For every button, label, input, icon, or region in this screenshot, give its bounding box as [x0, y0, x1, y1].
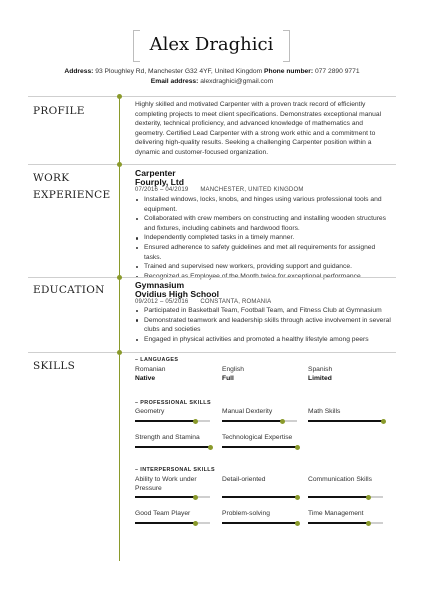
- bullet-item: Ensured adherence to safety guidelines and met all requirements for assigned tasks.: [135, 243, 391, 262]
- skill-level-knob: [366, 521, 371, 526]
- address-label: Address:: [64, 68, 94, 75]
- education-heading: EDUCATION: [33, 284, 105, 296]
- skill-level-bar: [135, 446, 210, 448]
- skill-level-knob: [366, 495, 371, 500]
- skill-level-bar: [222, 496, 297, 498]
- skill-level-knob: [193, 495, 198, 500]
- languages-heading: – LANGUAGES: [135, 357, 179, 363]
- name-frame: [133, 30, 290, 60]
- skill-name: Problem-solving: [222, 510, 270, 517]
- language-level: Native: [135, 375, 156, 382]
- skills-heading: SKILLS: [33, 360, 76, 372]
- skill-level-fill: [308, 496, 368, 498]
- skill-level-fill: [308, 420, 383, 422]
- candidate-name: Alex Draghici: [149, 34, 274, 55]
- skill-level-fill: [135, 522, 195, 524]
- work-heading-line-1: WORK: [33, 172, 70, 184]
- education-dates: 09/2012 – 05/2016: [135, 299, 189, 305]
- skill-level-bar: [222, 522, 297, 524]
- skill-item: [222, 434, 297, 443]
- skill-level-knob: [208, 445, 213, 450]
- bullet-item: Independently completed tasks in a timely manner.: [135, 233, 391, 243]
- skill-level-bar: [135, 420, 210, 422]
- email-label: Email address:: [150, 78, 199, 85]
- contact-line-1: [0, 68, 424, 75]
- skill-name: Strength and Stamina: [135, 434, 200, 441]
- skill-item: [222, 408, 297, 417]
- job-duties-list: [135, 195, 391, 281]
- skill-name: Communication Skills: [308, 476, 372, 483]
- skill-level-fill: [222, 420, 282, 422]
- education-location: CONSTANTA, ROMANIA: [200, 299, 272, 305]
- skill-level-bar: [135, 522, 210, 524]
- skill-name: Good Team Player: [135, 510, 191, 517]
- skill-level-fill: [135, 496, 195, 498]
- skill-level-knob: [193, 419, 198, 424]
- job-dates: 07/2016 – 04/2019: [135, 187, 189, 193]
- section-divider: [28, 164, 396, 165]
- job-title: Carpenter: [135, 168, 176, 178]
- job-meta: [135, 186, 304, 194]
- language-level: Full: [222, 375, 234, 382]
- skill-level-fill: [222, 446, 297, 448]
- skill-level-fill: [222, 496, 297, 498]
- skill-item: [308, 408, 383, 417]
- skill-level-fill: [135, 446, 210, 448]
- timeline-dot: [117, 94, 122, 99]
- education-meta: [135, 298, 271, 306]
- address-value: 93 Ploughley Rd, Manchester G32 4YF, United Kingdom: [95, 68, 263, 75]
- timeline-dot: [117, 162, 122, 167]
- skill-level-knob: [295, 521, 300, 526]
- skill-name: Geometry: [135, 408, 165, 415]
- skill-level-knob: [193, 521, 198, 526]
- skill-level-bar: [308, 496, 383, 498]
- skill-name: Manual Dexterity: [222, 408, 273, 415]
- skill-level-bar: [222, 420, 297, 422]
- skill-level-bar: [308, 522, 383, 524]
- section-divider: [28, 277, 396, 278]
- bullet-item: Trained and supervised new workers, providing support and guidance.: [135, 262, 391, 272]
- job-location: MANCHESTER, UNITED KINGDOM: [200, 187, 304, 193]
- skill-level-bar: [308, 420, 383, 422]
- timeline-dot: [117, 350, 122, 355]
- skill-level-knob: [381, 419, 386, 424]
- skill-name: Detail-oriented: [222, 476, 266, 483]
- skill-item: [222, 510, 297, 519]
- work-heading: [33, 170, 110, 204]
- profile-heading: PROFILE: [33, 105, 85, 117]
- skill-name: Math Skills: [308, 408, 341, 415]
- language-name: Romanian: [135, 366, 166, 373]
- section-divider: [28, 352, 396, 353]
- profile-text: Highly skilled and motivated Carpenter with a proven track record of efficiently completing projects to meet client specifications. Demonstrates exceptional manual dexterity, technical proficiency, and advanced knowledge of mathematics and geometry. Certified Lead Carpenter with a strong work ethic and a commitment to delivering high-quality results. Seeking a challenging Carpenter position within a dynamic and customer-focused organization.: [135, 101, 382, 156]
- timeline-dot: [117, 275, 122, 280]
- skill-level-bar: [222, 446, 297, 448]
- skill-item: [308, 476, 383, 485]
- skill-level-fill: [308, 522, 368, 524]
- bullet-item: Demonstrated teamwork and leadership skills through active involvement in several clubs and societies: [135, 316, 391, 335]
- phone-label: Phone number:: [264, 68, 314, 75]
- language-level: Limited: [308, 375, 332, 382]
- education-activities-list: [135, 306, 391, 344]
- bullet-item: Engaged in physical activities and promoted a healthy lifestyle among peers: [135, 335, 391, 345]
- skill-level-fill: [222, 522, 297, 524]
- skill-level-bar: [135, 496, 210, 498]
- skill-name: Ability to Work under Pressure: [135, 476, 197, 492]
- email-value[interactable]: alexdraghici@gmail.com: [200, 78, 274, 85]
- skill-item: [135, 434, 210, 443]
- skill-item: [308, 510, 383, 519]
- company-name: Fourply, Ltd: [135, 177, 185, 187]
- bullet-item: Collaborated with crew members on constructing and installing wooden structures and fixtures, including cabinets and hardwood floors.: [135, 214, 391, 233]
- phone-value: 077 2890 9771: [314, 68, 360, 75]
- skill-item: [135, 510, 210, 519]
- skill-level-knob: [295, 495, 300, 500]
- school-name: Ovidius High School: [135, 289, 220, 299]
- section-divider: [28, 96, 396, 97]
- contact-line-2: [0, 78, 424, 85]
- bullet-item: Installed windows, locks, knobs, and hinges using various professional tools and equipment.: [135, 195, 391, 214]
- skill-level-fill: [135, 420, 195, 422]
- professional-skills-heading: – PROFESSIONAL SKILLS: [135, 400, 211, 406]
- language-name: Spanish: [308, 366, 333, 373]
- work-heading-line-2: EXPERIENCE: [33, 189, 111, 201]
- skill-level-knob: [295, 445, 300, 450]
- skill-level-knob: [280, 419, 285, 424]
- skill-item: [135, 476, 210, 493]
- language-name: English: [222, 366, 244, 373]
- bullet-item: Participated in Basketball Team, Football Team, and Fitness Club at Gymnasium: [135, 306, 391, 316]
- interpersonal-skills-heading: – INTERPERSONAL SKILLS: [135, 467, 215, 473]
- skill-name: Technological Expertise: [222, 434, 293, 441]
- degree-name: Gymnasium: [135, 280, 185, 290]
- skill-item: [135, 408, 210, 417]
- skill-name: Time Management: [308, 510, 364, 517]
- skill-item: [222, 476, 297, 485]
